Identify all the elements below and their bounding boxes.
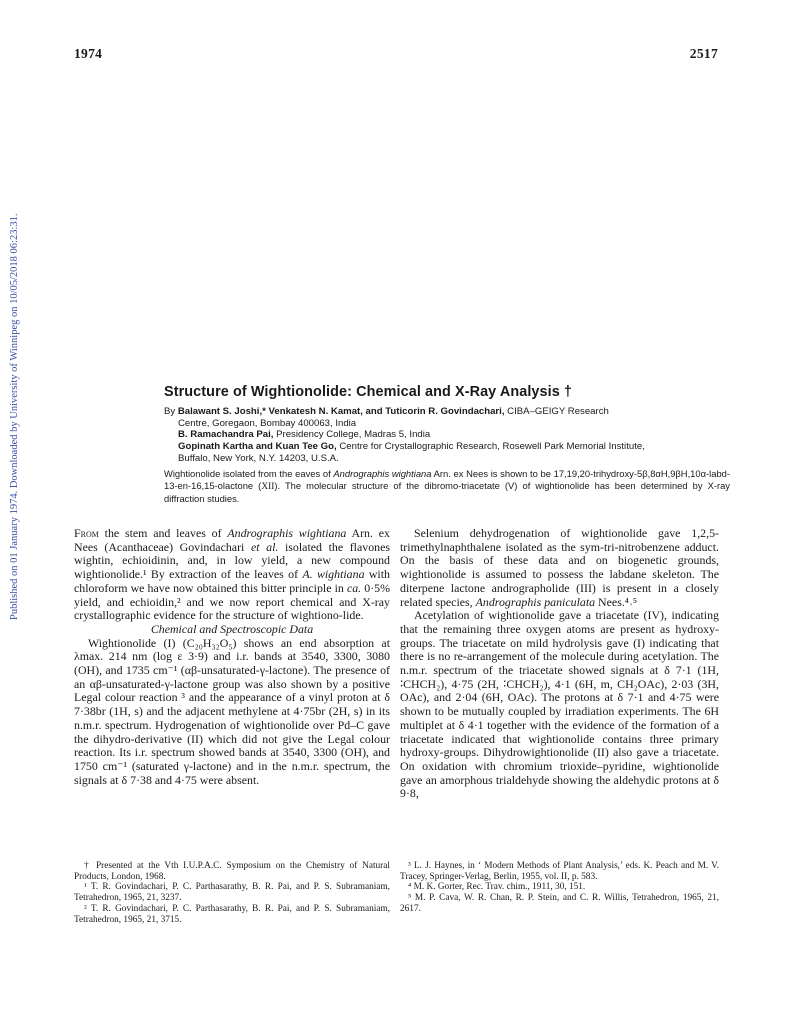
affiliation-3: Centre for Crystallographic Research, Rosewell Park Memorial Institute, [339,441,645,453]
affiliation-1: CIBA–GEIGY Research [507,406,609,417]
abstract-text-1: Wightionolide isolated from the eaves of [164,468,334,479]
abstract-species: Andrographis wightiana [333,468,432,479]
intro-text-c: isolated the flavones wightin, echioidinin, and, in low yield, a new compound wightionolide.¹ By extraction of the leaves of [74,539,391,582]
right-column [400,527,719,801]
footnote-dagger: † Presented at the Vth I.U.P.A.C. Symposium on the Chemistry of Natural Products, London, 1968. [74,861,390,882]
published-note: Published on 01 January 1974. [9,490,20,620]
journal-year: 1974 [74,46,103,61]
author-line-1 [164,406,730,418]
footnote-5: ⁵ M. P. Cava, W. R. Chan, R. P. Stein, and C. R. Willis, Tetrahedron, 1965, 21, 2617. [400,893,719,914]
intro-etal: et al. [250,539,279,554]
intro-text-a: the stem and leaves of [98,526,228,540]
paragraph-spectroscopy: Wightionolide (I) (C₂₀H₃₂O₅) shows an end absorption at λmax. 214 nm (log ε 3·9) and i.r. bands at 3540, 3300, 3080 (OH), and 1735 cm⁻¹ (αβ-unsaturated-γ-lactone). The presence of an αβ-unsaturated-γ-lactone group was also shown by a positive Legal colour reaction ³ and the appearance of a vinyl proton at δ 7·38br (1H, s) and the adjacent methylene at 4·75br (2H, s) in its n.m.r. spectrum. Hydrogenation of wightionolide over Pd–C gave the dihydro-derivative (II) which did not give the Legal colour reaction. Its i.r. spectrum showed bands at 3540, 3300 (OH), and 1750 cm⁻¹ (saturated γ-lactone) and in the n.m.r. spectrum, the signals at δ 7·38 and 4·75 were absent. [74,635,390,787]
intro-start: From [74,526,99,540]
downloaded-note: Downloaded by University of Winnipeg on 10/05/2018 06:23:31. [9,213,20,489]
footnote-3: ³ L. J. Haynes, in ‘ Modern Methods of Plant Analysis,’ eds. K. Peach and M. V. Tracey, Springer-Verlag, Berlin, 1955, vol. II, p. 583. [400,861,719,882]
author-line-5: Buffalo, New York, N.Y. 14203, U.S.A. [178,452,339,464]
abstract-text-2: Arn. ex Nees is shown to be 17,19,20-trihydroxy-5β,8αH,9βH,10α-labd-13-en-16,15-olactone ( [164,468,731,491]
intro-text-d: with chloroform we have now obtained this bitter principle in [74,567,390,595]
author-block [164,406,730,465]
author-names-1: Balawant S. Joshi,* Venkatesh N. Kamat, and Tuticorin R. Govindachari, [177,406,505,417]
paragraph-intro [74,527,390,623]
left-column [74,527,390,787]
intro-species: Andrographis wightiana [227,526,347,540]
intro-ca: ca. [346,580,362,595]
abstract-text-3: ). The molecular structure of the dibromo-triacetate (V) of wightionolide has been determined by X-ray diffraction studies. [164,479,730,505]
dehydrogenation-species: Andrographis paniculata [475,594,596,609]
paragraph-acetylation: Acetylation of wightionolide gave a triacetate (IV), indicating that the remaining three oxygen atoms are present as hydroxy-groups. The triacetate on mild hydrolysis gave (I) indicating that there is no re-arrangement of the molecule during acetylation. The n.m.r. spectrum of the triacetate showed signals at δ 7·1 (1H, ∶CHCH₂), 4·75 (2H, ∶CHCH₂), 4·1 (6H, m, CH₂OAc), 2·03 (3H, OAc), and 2·04 (6H, OAc). The protons at δ 7·1 and 4·75 were shown to be mutually coupled by irradiation experiments. The 6H multiplet at δ 4·1 together with the evidence of the formation of a triacetate indicated that wightionolide contains three primary hydroxy-groups. Dihydrowightionolide (II) also gave a triacetate. On oxidation with chromium trioxide–pyridine, wightionolide gave an amorphous trialdehyde showing the aldehydic protons at δ 9·8, [400,608,719,801]
author-names-3: Gopinath Kartha and Kuan Tee Go, [178,441,337,453]
author-names-2: B. Ramachandra Pai, [178,429,274,441]
section-heading: Chemical and Spectroscopic Data [150,621,314,636]
footnotes-left [74,861,390,925]
dehydrogenation-end: Nees.⁴˒⁵ [595,594,638,609]
author-line-2: Centre, Goregaon, Bombay 400063, India [178,417,357,429]
paragraph-dehydrogenation [400,527,719,609]
article-title: Structure of Wightionolide: Chemical and X-Ray Analysis † [164,384,573,400]
author-line-4 [164,441,730,453]
page-number: 2517 [689,46,718,61]
intro-text-e: 0·5% yield, and echioidin,² and we now report chemical and X-ray crystallographic evidence for the structure of wightiono-lide. [74,580,390,623]
footnote-2: ² T. R. Govindachari, P. C. Parthasarathy, B. R. Pai, and P. S. Subramaniam, Tetrahedron, 1965, 21, 3715. [74,903,390,925]
author-line-3 [164,429,730,441]
intro-species-2: A. wightiana [302,567,365,582]
dehydrogenation-text: Selenium dehydrogenation of wightionolide gave 1,2,5-trimethylnaphthalene isolated as the sym-tri-nitrobenzene adduct. On the basis of these data and on biogenetic grounds, wightionolide is assumed to possess the labdane skeleton. The diterpene lactone andrographolide (III) is present in a closely related species, [400,526,719,609]
footnote-1: ¹ T. R. Govindachari, P. C. Parthasarathy, B. R. Pai, and P. S. Subramaniam, Tetrahedron, 1965, 21, 3237. [74,882,390,904]
footnotes-right [400,861,719,915]
affiliation-2: Presidency College, Madras 5, India [276,429,431,441]
by-prefix: By [164,406,176,417]
download-note [9,213,23,620]
abstract [164,468,730,505]
abstract-compound: XII [261,481,275,492]
intro-text-b: Arn. ex Nees (Acanthaceae) Govindachari [74,526,390,554]
footnote-4: ⁴ M. K. Gorter, Rec. Trav. chim., 1911, 30, 151. [408,882,586,893]
